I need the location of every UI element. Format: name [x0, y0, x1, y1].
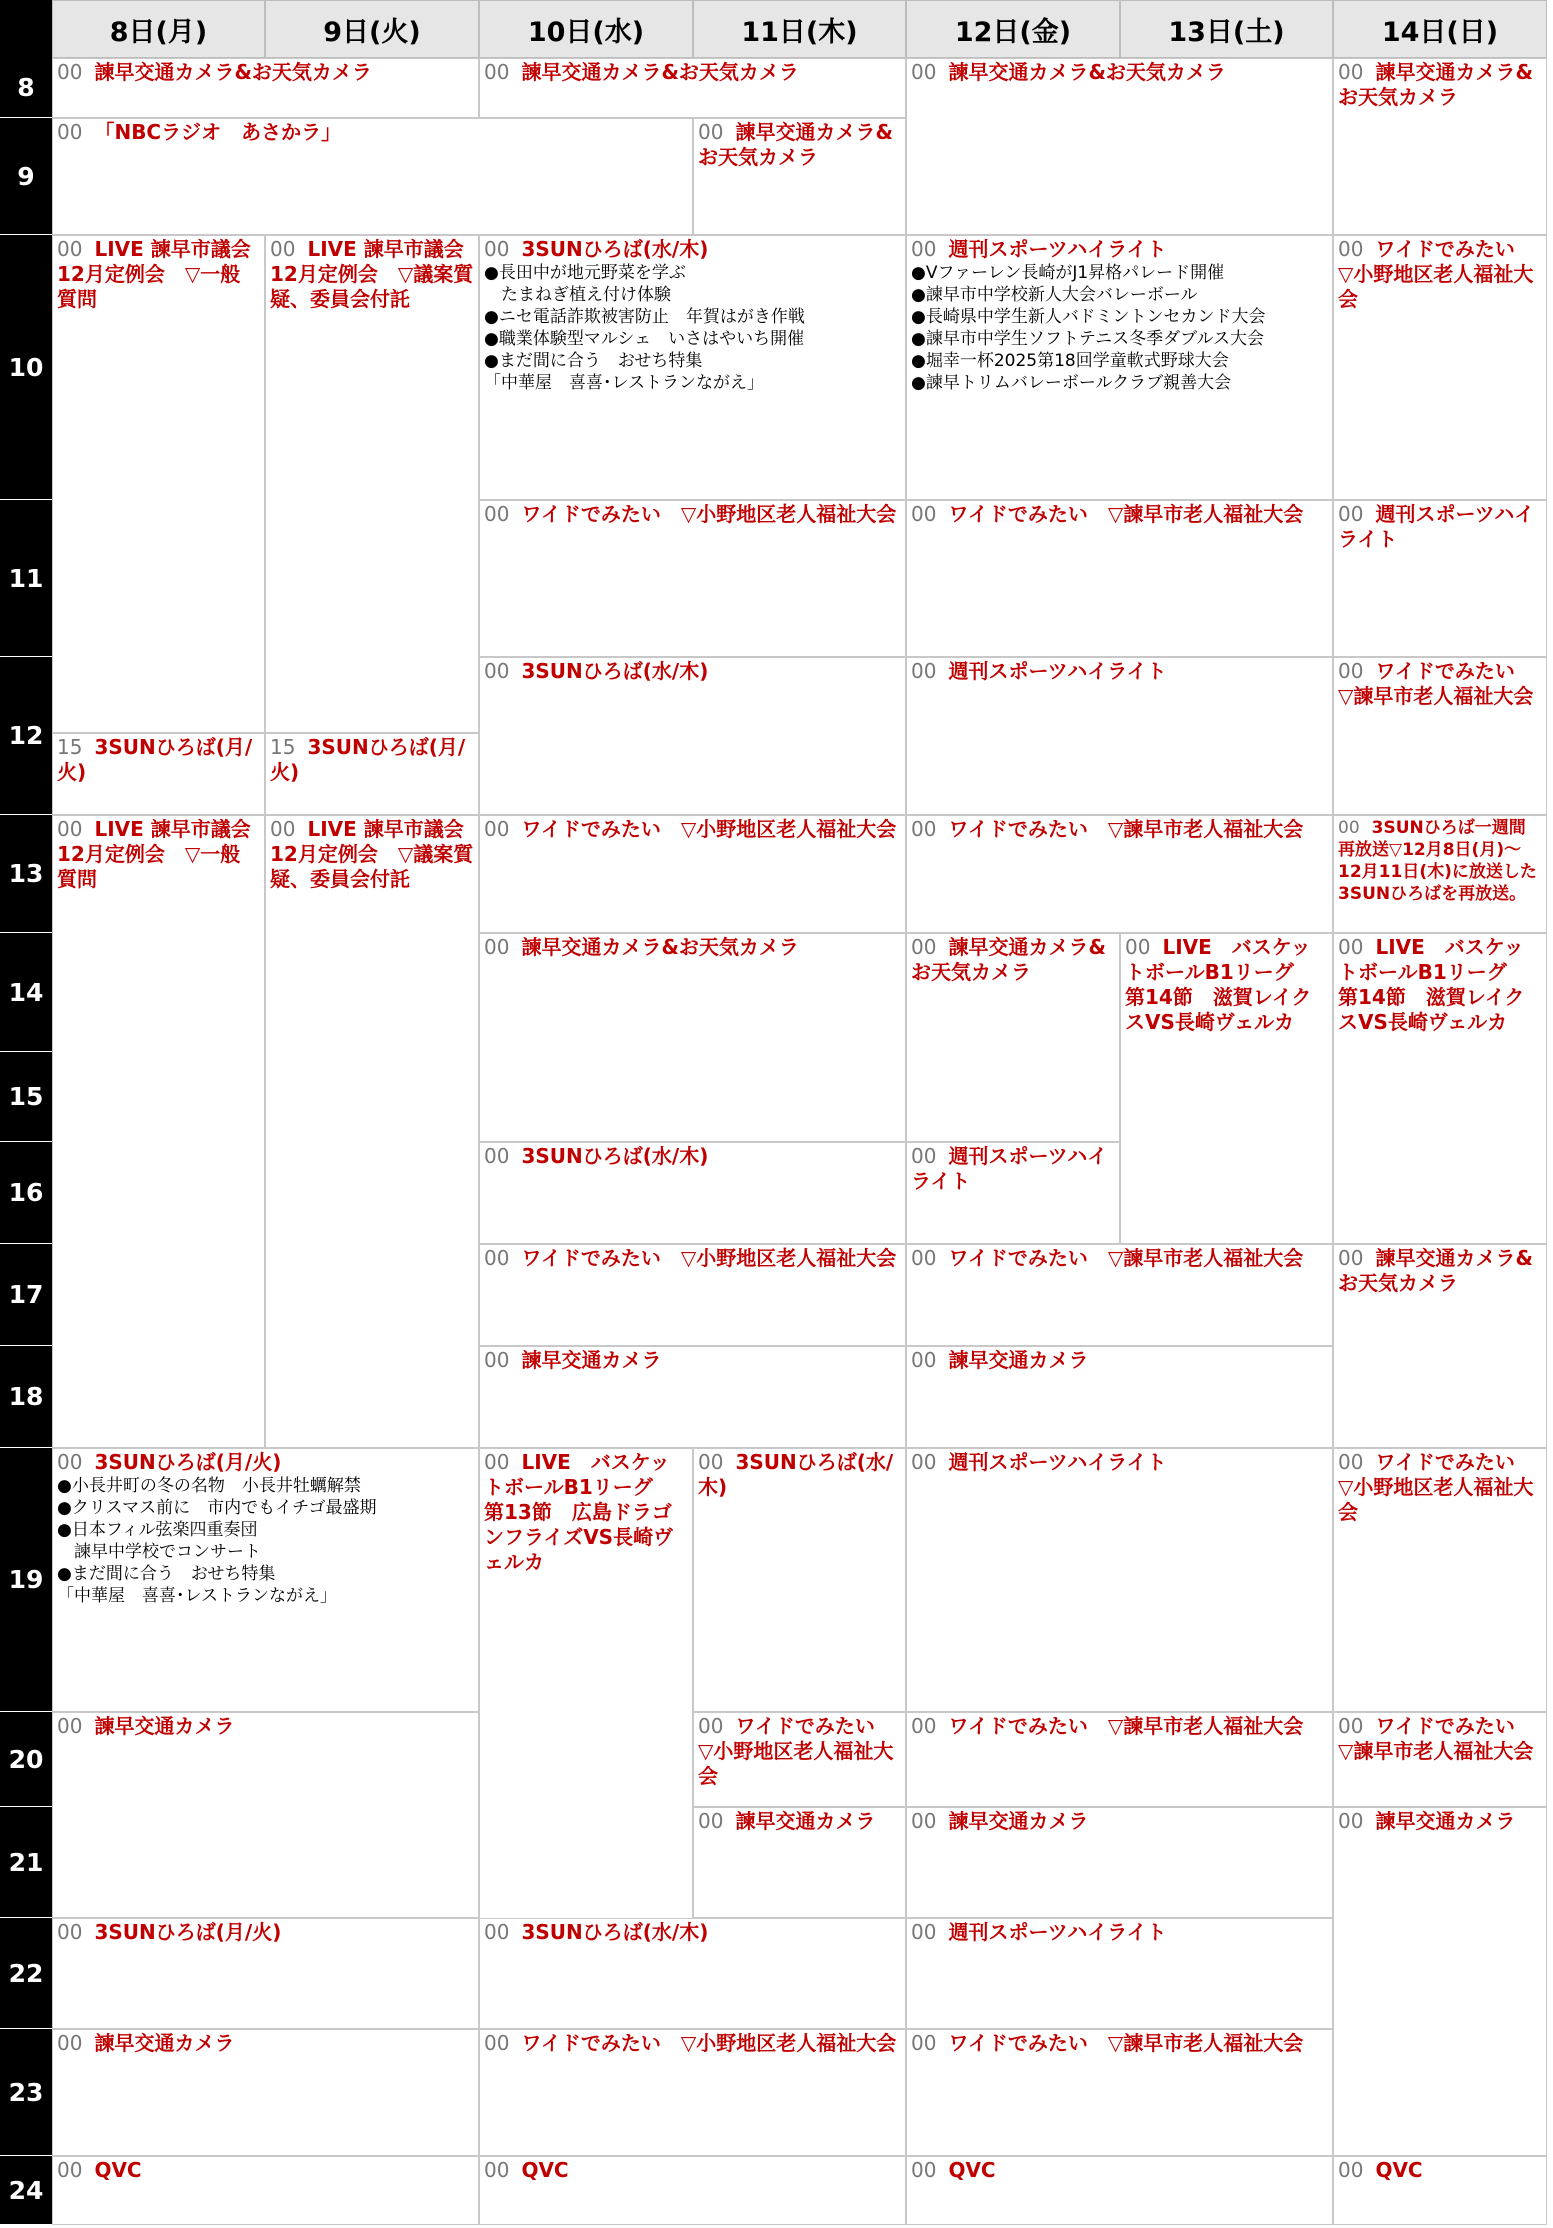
program-cell[interactable] [265, 235, 479, 733]
program-minute: 00 [57, 1920, 83, 1944]
program-title-text: 3SUNひろば(水/木) [521, 1920, 709, 1944]
program-title [484, 659, 901, 684]
program-cell[interactable] [1333, 933, 1547, 1244]
program-title-text: ワイドでみたい ▽小野地区老人福祉大会 [698, 1714, 895, 1788]
hour-label: 18 [0, 1346, 52, 1448]
program-title-text: 諫早交通カメラ&お天気カメラ [948, 60, 1226, 84]
program-detail-line: ●諫早市中学校新人大会バレーボール [911, 285, 1198, 305]
program-title [484, 1246, 901, 1271]
hour-label: 19 [0, 1448, 52, 1712]
program-title [1338, 659, 1542, 709]
program-title-text: 週刊スポーツハイライト [911, 1144, 1108, 1193]
day-header: 10日(水) [479, 0, 693, 58]
program-minute: 00 [911, 817, 937, 841]
program-detail-line: ●諫早市中学生ソフトテニス冬季ダブルス大会 [911, 329, 1264, 349]
program-detail-line: ●まだ間に合う おせち特集 [57, 1564, 276, 1584]
program-title [57, 735, 260, 785]
program-cell[interactable] [479, 1244, 906, 1346]
program-title [911, 1246, 1328, 1271]
program-title-text: 3SUNひろば(月/火) [94, 1450, 282, 1474]
program-title-text: LIVE バスケットボールB1リーグ 第14節 滋賀レイクスVS長崎ヴェルカ [1338, 935, 1527, 1034]
program-title-text: 週刊スポーツハイライト [948, 1920, 1167, 1944]
program-detail-line: 「中華屋 喜喜･レストランながえ」 [57, 1586, 337, 1606]
program-minute: 15 [270, 735, 296, 759]
program-cell[interactable] [52, 1712, 479, 1918]
program-title [57, 2031, 474, 2056]
program-title [1338, 817, 1542, 905]
program-minute: 00 [1338, 1809, 1364, 1833]
program-title [698, 1450, 901, 1500]
program-minute: 00 [57, 817, 83, 841]
program-title-text: 諫早交通カメラ [948, 1809, 1089, 1833]
program-minute: 00 [484, 2158, 510, 2182]
program-title-text: ワイドでみたい ▽諫早市老人福祉大会 [948, 1714, 1304, 1738]
hour-label: 10 [0, 235, 52, 500]
program-title [911, 1450, 1328, 1475]
program-cell[interactable] [693, 1712, 906, 1807]
program-title-text: ワイドでみたい ▽小野地区老人福祉大会 [1338, 1450, 1535, 1524]
program-minute: 00 [484, 1246, 510, 1270]
program-title [911, 1348, 1328, 1373]
program-title-text: 諫早交通カメラ [735, 1809, 876, 1833]
program-title-text: ワイドでみたい ▽諫早市老人福祉大会 [948, 817, 1304, 841]
program-title [57, 2158, 474, 2183]
program-title [484, 502, 901, 527]
program-detail-line: ●まだ間に合う おせち特集 [484, 351, 703, 371]
program-minute: 00 [1338, 935, 1364, 959]
program-title-text: 3SUNひろば(水/木) [521, 659, 709, 683]
program-detail-line: ●長崎県中学生新人バドミントンセカンド大会 [911, 307, 1266, 327]
program-minute: 00 [911, 502, 937, 526]
program-title-text: 3SUNひろば(水/木) [698, 1450, 894, 1499]
program-cell[interactable] [52, 58, 479, 118]
program-cell[interactable] [1333, 1807, 1547, 2156]
program-minute: 00 [484, 2031, 510, 2055]
program-title [57, 120, 688, 145]
program-title-text: 諫早交通カメラ [521, 1348, 662, 1372]
program-title-text: LIVE バスケットボールB1リーグ 第14節 滋賀レイクスVS長崎ヴェルカ [1125, 935, 1314, 1034]
program-minute: 00 [484, 1348, 510, 1372]
program-cell[interactable] [906, 1244, 1333, 1346]
program-minute: 00 [484, 237, 510, 261]
program-title [484, 817, 901, 842]
program-minute: 00 [1338, 1450, 1364, 1474]
program-cell[interactable] [265, 733, 479, 815]
program-title [1338, 60, 1542, 110]
program-title [1338, 1450, 1542, 1525]
program-cell[interactable] [906, 2029, 1333, 2156]
program-minute: 00 [1338, 818, 1360, 838]
program-detail-line: たまねぎ植え付け体験 [484, 285, 671, 305]
program-minute: 00 [911, 1144, 937, 1168]
program-title-text: QVC [948, 2158, 996, 2182]
program-title [1338, 935, 1542, 1035]
program-title [911, 2158, 1328, 2183]
program-cell[interactable] [693, 1807, 906, 1918]
program-title-text: ワイドでみたい ▽小野地区老人福祉大会 [521, 2031, 897, 2055]
program-cell[interactable] [1333, 500, 1547, 657]
program-cell[interactable] [52, 118, 693, 235]
program-title [57, 817, 260, 892]
program-title-text: 諫早交通カメラ&お天気カメラ [94, 60, 372, 84]
program-title-text: 3SUNひろば一週間再放送▽12月8日(月)～12月11日(木)に放送した3SUNひろばを再放送。 [1338, 818, 1537, 904]
program-title-text: LIVE 諫早市議会12月定例会 ▽一般質問 [57, 237, 251, 311]
program-cell[interactable] [906, 933, 1120, 1142]
program-minute: 00 [1338, 502, 1364, 526]
program-title [1338, 1246, 1542, 1296]
program-title-text: 3SUNひろば(月/火) [270, 735, 466, 784]
program-minute: 00 [911, 2031, 937, 2055]
program-title [57, 1920, 474, 1945]
program-cell[interactable] [1333, 1712, 1547, 1807]
program-title-text: 諫早交通カメラ [94, 2031, 235, 2055]
program-title-text: LIVE 諫早市議会12月定例会 ▽一般質問 [57, 817, 251, 891]
program-cell[interactable] [479, 1346, 906, 1448]
program-cell[interactable] [52, 2029, 479, 2156]
hour-label: 13 [0, 815, 52, 933]
program-minute: 00 [1338, 659, 1364, 683]
program-detail-line: ●ニセ電話詐欺被害防止 年賀はがき作戦 [484, 307, 805, 327]
program-title [1338, 2158, 1542, 2183]
program-detail-line: ●長田中が地元野菜を学ぶ [484, 263, 686, 283]
program-cell[interactable] [1333, 235, 1547, 500]
program-title [698, 1809, 901, 1834]
program-title-text: 諫早交通カメラ [1375, 1809, 1516, 1833]
program-minute: 00 [911, 237, 937, 261]
program-minute: 00 [484, 817, 510, 841]
program-cell[interactable] [906, 815, 1333, 933]
program-title [57, 1450, 474, 1475]
hour-label: 16 [0, 1142, 52, 1244]
program-title-text: ワイドでみたい ▽小野地区老人福祉大会 [1338, 237, 1535, 311]
program-cell[interactable] [479, 58, 906, 118]
program-minute: 00 [1338, 1714, 1364, 1738]
program-cell[interactable] [1333, 1244, 1547, 1448]
program-detail-line: ●職業体験型マルシェ いさはやいち開催 [484, 329, 805, 349]
program-title [484, 2031, 901, 2056]
program-title [270, 237, 474, 312]
program-cell[interactable] [906, 657, 1333, 815]
program-cell[interactable] [906, 2156, 1333, 2225]
program-minute: 00 [911, 1920, 937, 1944]
program-title-text: 諫早交通カメラ&お天気カメラ [911, 935, 1106, 984]
program-cell[interactable] [265, 815, 479, 1448]
program-minute: 15 [57, 735, 83, 759]
program-cell[interactable] [52, 1918, 479, 2029]
program-minute: 00 [911, 2158, 937, 2182]
program-title [1338, 1714, 1542, 1764]
program-title [911, 1920, 1328, 1945]
program-title [698, 120, 901, 170]
program-title-text: ワイドでみたい ▽小野地区老人福祉大会 [521, 502, 897, 526]
program-minute: 00 [484, 935, 510, 959]
program-minute: 00 [57, 2031, 83, 2055]
program-minute: 00 [911, 60, 937, 84]
program-cell[interactable] [479, 657, 906, 815]
program-minute: 00 [1338, 2158, 1364, 2182]
program-title [484, 935, 901, 960]
program-title [484, 237, 901, 262]
program-cell[interactable] [1333, 58, 1547, 235]
program-cell[interactable] [479, 235, 906, 500]
hour-label: 9 [0, 118, 52, 235]
program-detail-line: ●小長井町の冬の名物 小長井牡蠣解禁 [57, 1476, 361, 1496]
program-title-text: ワイドでみたい ▽小野地区老人福祉大会 [521, 1246, 897, 1270]
program-cell[interactable] [52, 235, 265, 733]
corner-cell [0, 0, 52, 58]
program-cell[interactable] [906, 58, 1333, 235]
program-minute: 00 [698, 1450, 724, 1474]
program-title [911, 1714, 1328, 1739]
program-title [911, 817, 1328, 842]
program-title-text: 3SUNひろば(月/火) [57, 735, 253, 784]
program-minute: 00 [1338, 1246, 1364, 1270]
program-cell[interactable] [693, 118, 906, 235]
program-title [911, 1144, 1115, 1194]
day-header: 13日(土) [1120, 0, 1333, 58]
hour-label: 15 [0, 1052, 52, 1142]
program-title [270, 735, 474, 785]
program-cell[interactable] [906, 1142, 1120, 1244]
program-title [57, 237, 260, 312]
program-title [484, 2158, 901, 2183]
program-title-text: 諫早交通カメラ&お天気カメラ [698, 120, 893, 169]
program-title-text: LIVE バスケットボールB1リーグ 第13節 広島ドラゴンフライズVS長崎ヴェルカ [484, 1450, 674, 1574]
hour-label: 24 [0, 2156, 52, 2225]
program-cell[interactable] [1333, 2156, 1547, 2225]
day-header: 11日(木) [693, 0, 906, 58]
program-cell[interactable] [906, 1346, 1333, 1448]
program-title [698, 1714, 901, 1789]
program-title-text: LIVE 諫早市議会12月定例会 ▽議案質疑、委員会付託 [270, 237, 474, 311]
program-title [911, 237, 1328, 262]
program-minute: 00 [270, 237, 296, 261]
program-cell[interactable] [479, 815, 906, 933]
program-cell[interactable] [479, 2029, 906, 2156]
program-title-text: 諫早交通カメラ [94, 1714, 235, 1738]
program-minute: 00 [1125, 935, 1151, 959]
program-title-text: 3SUNひろば(水/木) [521, 1144, 709, 1168]
program-detail-line: ●堀幸一杯2025第18回学童軟式野球大会 [911, 351, 1229, 371]
program-minute: 00 [1338, 237, 1364, 261]
program-title-text: 週刊スポーツハイライト [948, 237, 1167, 261]
program-detail-line: 「中華屋 喜喜･レストランながえ」 [484, 373, 764, 393]
program-cell[interactable] [906, 235, 1333, 500]
program-detail-line: ●諫早トリムバレーボールクラブ親善大会 [911, 373, 1232, 393]
hour-label: 20 [0, 1712, 52, 1807]
program-minute: 00 [57, 120, 83, 144]
program-title-text: 諫早交通カメラ&お天気カメラ [1338, 1246, 1533, 1295]
program-minute: 00 [911, 1809, 937, 1833]
program-cell[interactable] [479, 2156, 906, 2225]
program-title-text: 諫早交通カメラ [948, 1348, 1089, 1372]
program-cell[interactable] [479, 500, 906, 657]
program-title [484, 1348, 901, 1373]
program-minute: 00 [57, 60, 83, 84]
program-cell[interactable] [52, 815, 265, 1448]
program-cell[interactable] [906, 1712, 1333, 1807]
program-title [911, 60, 1328, 85]
program-title-text: ワイドでみたい ▽諫早市老人福祉大会 [948, 502, 1304, 526]
program-cell[interactable] [906, 1918, 1333, 2029]
program-title [911, 935, 1115, 985]
program-cell[interactable] [52, 733, 265, 815]
program-minute: 00 [911, 935, 937, 959]
program-detail-line: ●Vファーレン長崎がJ1昇格パレード開催 [911, 263, 1225, 283]
program-title [911, 1809, 1328, 1834]
program-minute: 00 [911, 1246, 937, 1270]
program-title-text: 週刊スポーツハイライト [948, 1450, 1167, 1474]
program-title [484, 60, 901, 85]
program-minute: 00 [698, 1714, 724, 1738]
program-cell[interactable] [906, 500, 1333, 657]
program-title [1338, 1809, 1542, 1834]
program-cell[interactable] [52, 2156, 479, 2225]
hour-label: 21 [0, 1807, 52, 1918]
program-title [911, 659, 1328, 684]
hour-label: 23 [0, 2029, 52, 2156]
program-minute: 00 [57, 1450, 83, 1474]
program-minute: 00 [57, 2158, 83, 2182]
program-title [270, 817, 474, 892]
program-title-text: ワイドでみたい ▽諫早市老人福祉大会 [948, 2031, 1304, 2055]
program-title-text: 週刊スポーツハイライト [1338, 502, 1535, 551]
program-title-text: 3SUNひろば(水/木) [521, 237, 709, 261]
day-header: 8日(月) [52, 0, 265, 58]
program-title-text: 諫早交通カメラ&お天気カメラ [521, 60, 799, 84]
program-title [1338, 237, 1542, 312]
program-title-text: 諫早交通カメラ&お天気カメラ [521, 935, 799, 959]
program-title-text: 3SUNひろば(月/火) [94, 1920, 282, 1944]
program-minute: 00 [270, 817, 296, 841]
program-title-text: 週刊スポーツハイライト [948, 659, 1167, 683]
program-minute: 00 [484, 502, 510, 526]
program-minute: 00 [484, 1450, 510, 1474]
program-title-text: QVC [1375, 2158, 1423, 2182]
program-title-text: 諫早交通カメラ&お天気カメラ [1338, 60, 1533, 109]
program-cell[interactable] [1333, 1448, 1547, 1712]
program-minute: 00 [1338, 60, 1364, 84]
hour-label: 22 [0, 1918, 52, 2029]
program-cell[interactable] [479, 1918, 906, 2029]
program-minute: 00 [484, 1920, 510, 1944]
program-minute: 00 [911, 1450, 937, 1474]
program-detail-line: 諫早中学校でコンサート [57, 1542, 261, 1562]
program-cell[interactable] [1120, 933, 1333, 1244]
program-cell[interactable] [52, 1448, 479, 1712]
program-title [911, 502, 1328, 527]
program-title [57, 60, 474, 85]
program-minute: 00 [484, 659, 510, 683]
program-cell[interactable] [906, 1448, 1333, 1712]
hour-label: 14 [0, 933, 52, 1052]
program-minute: 00 [698, 1809, 724, 1833]
hour-label: 8 [0, 58, 52, 118]
program-title-text: ワイドでみたい ▽諫早市老人福祉大会 [1338, 1714, 1535, 1763]
program-title-text: ワイドでみたい ▽小野地区老人福祉大会 [521, 817, 897, 841]
program-title [911, 2031, 1328, 2056]
program-cell[interactable] [1333, 815, 1547, 933]
program-title-text: ワイドでみたい ▽諫早市老人福祉大会 [948, 1246, 1304, 1270]
program-title [1338, 502, 1542, 552]
program-minute: 00 [911, 1714, 937, 1738]
program-title [484, 1920, 901, 1945]
hour-label: 11 [0, 500, 52, 657]
program-cell[interactable] [479, 933, 906, 1142]
program-title [1125, 935, 1328, 1035]
program-title [57, 1714, 474, 1739]
program-title-text: QVC [521, 2158, 569, 2182]
program-title-text: LIVE 諫早市議会12月定例会 ▽議案質疑、委員会付託 [270, 817, 474, 891]
program-cell[interactable] [1333, 657, 1547, 815]
program-minute: 00 [911, 659, 937, 683]
program-title [484, 1450, 688, 1575]
program-title-text: 「NBCラジオ あさかラ」 [94, 120, 342, 144]
day-header: 9日(火) [265, 0, 479, 58]
program-cell[interactable] [479, 1142, 906, 1244]
program-title-text: ワイドでみたい ▽諫早市老人福祉大会 [1338, 659, 1535, 708]
program-minute: 00 [57, 237, 83, 261]
program-detail-line: ●日本フィル弦楽四重奏団 [57, 1520, 258, 1540]
program-title [484, 1144, 901, 1169]
program-minute: 00 [484, 1144, 510, 1168]
day-header: 12日(金) [906, 0, 1120, 58]
program-title-text: QVC [94, 2158, 142, 2182]
program-minute: 00 [911, 1348, 937, 1372]
program-minute: 00 [698, 120, 724, 144]
program-minute: 00 [484, 60, 510, 84]
hour-label: 12 [0, 657, 52, 815]
program-minute: 00 [57, 1714, 83, 1738]
program-cell[interactable] [906, 1807, 1333, 1918]
day-header: 14日(日) [1333, 0, 1547, 58]
hour-label: 17 [0, 1244, 52, 1346]
program-cell[interactable] [693, 1448, 906, 1712]
program-detail-line: ●クリスマス前に 市内でもイチゴ最盛期 [57, 1498, 377, 1518]
